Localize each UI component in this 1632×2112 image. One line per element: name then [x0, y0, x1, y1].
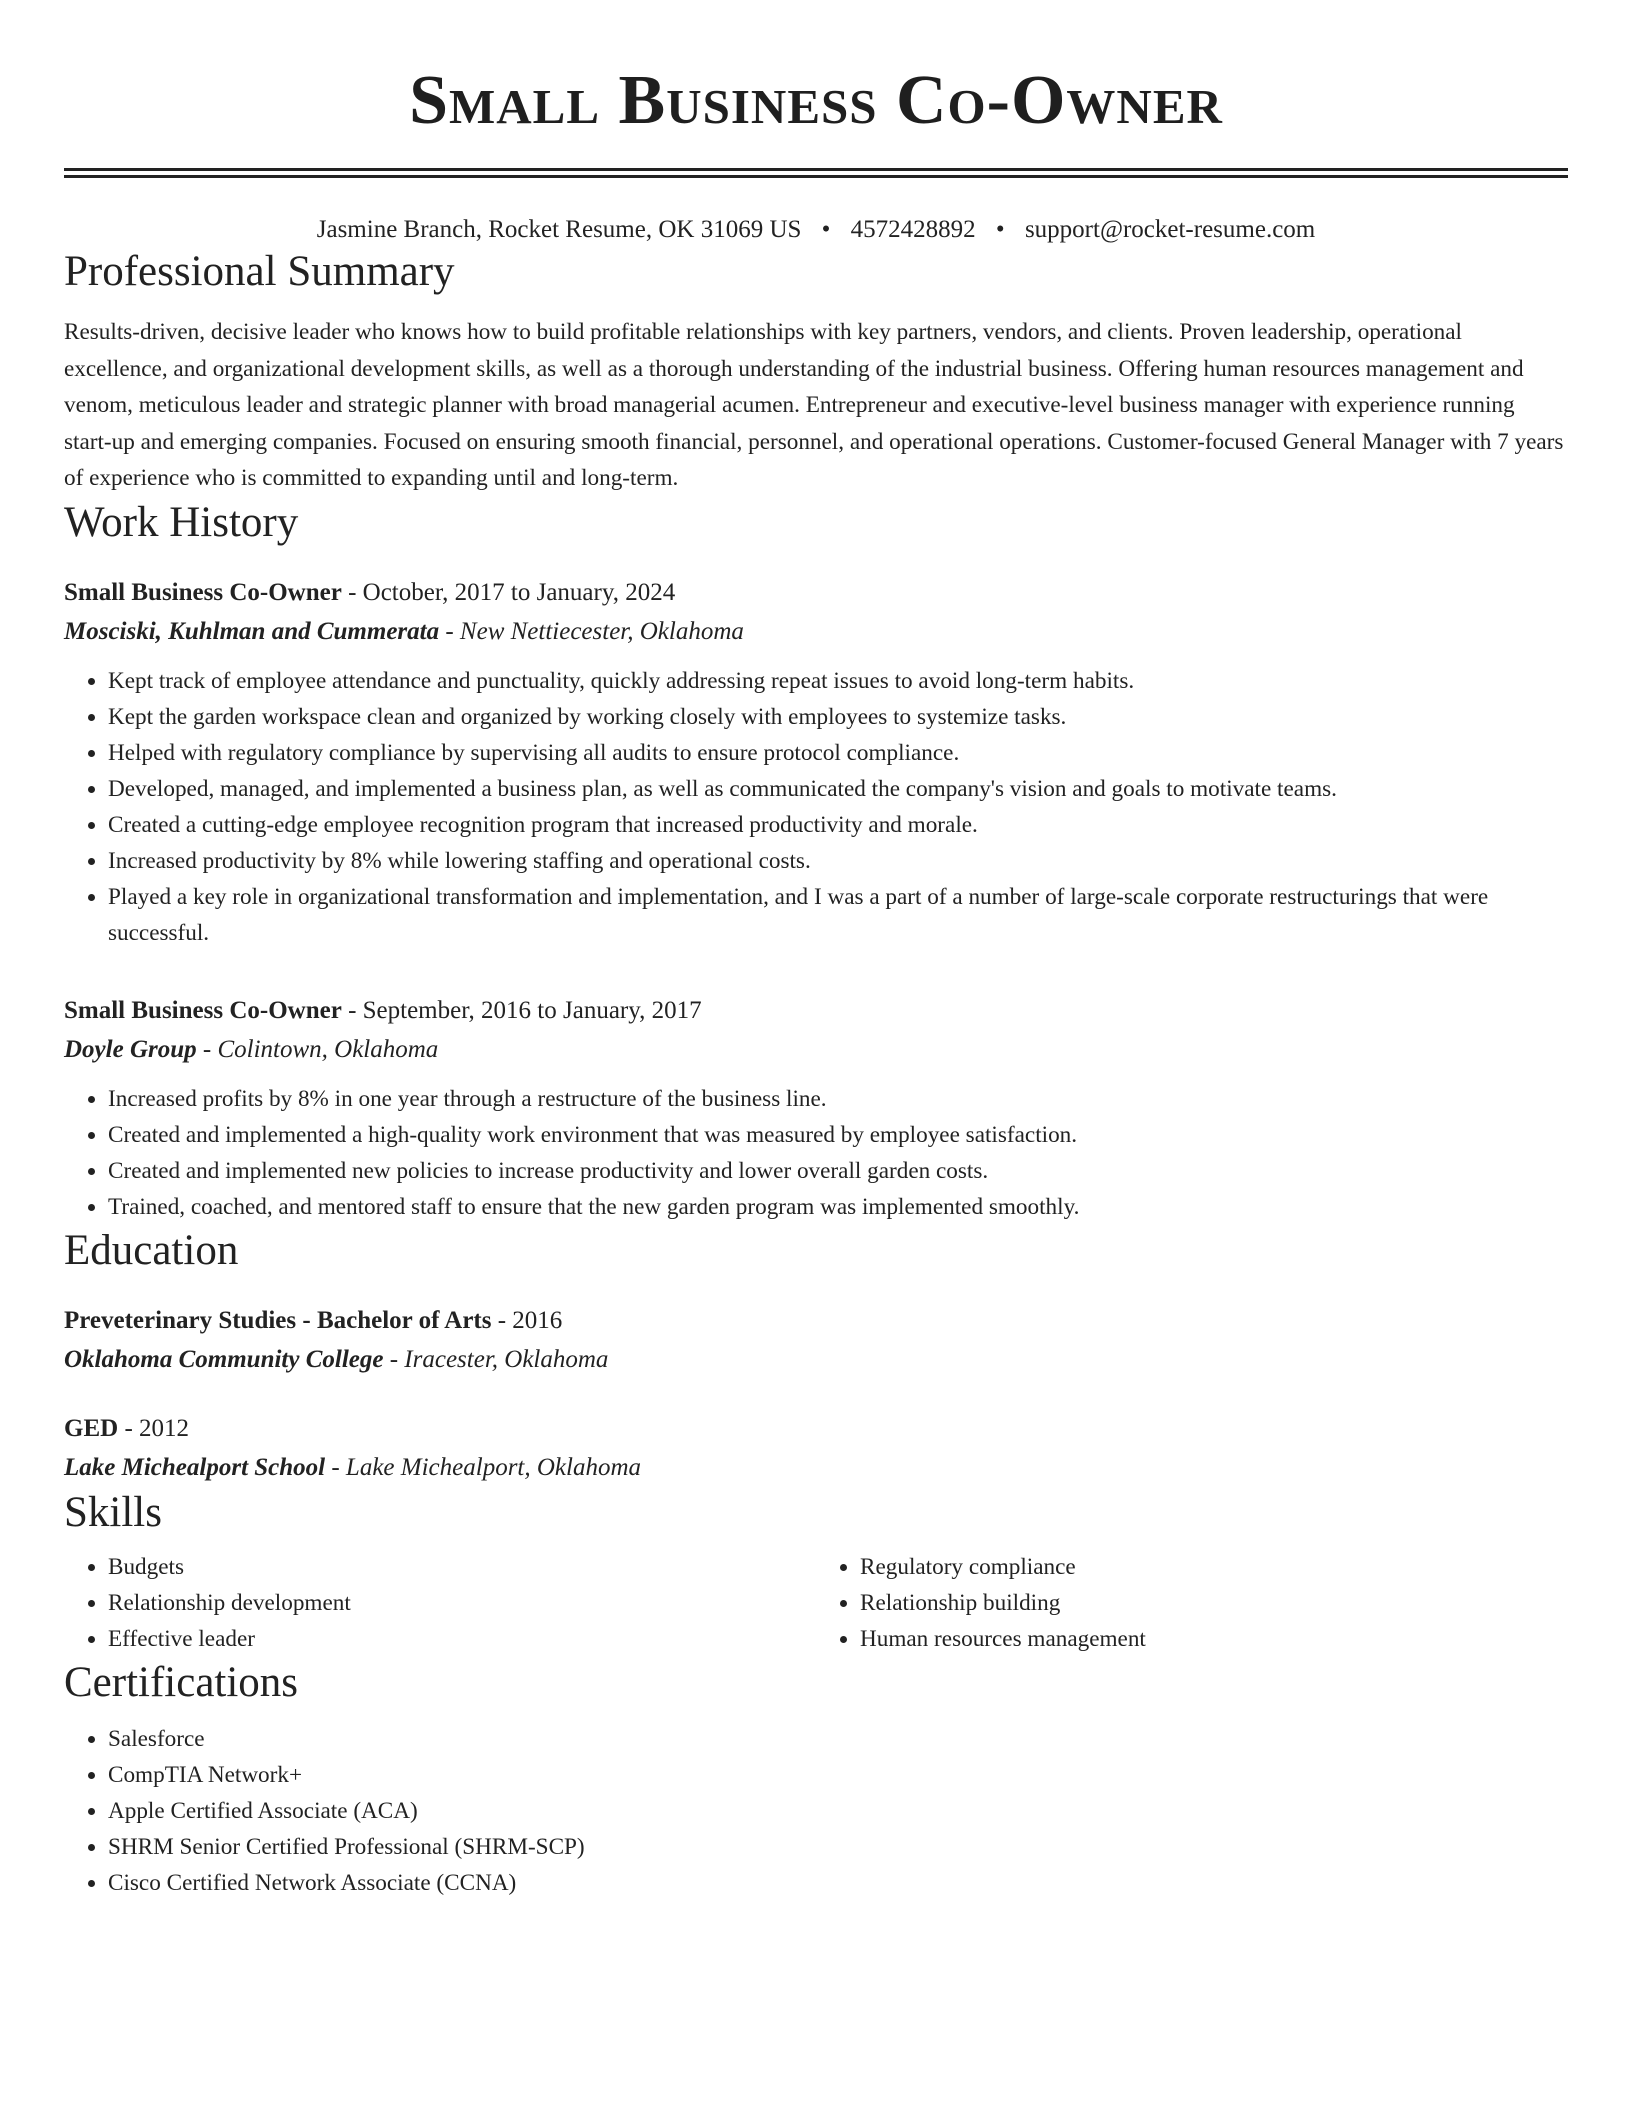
certification-item: • Apple Certified Associate (ACA)	[108, 1793, 1568, 1829]
job-dates: - September, 2016 to January, 2017	[341, 996, 702, 1024]
school-name: Oklahoma Community College	[64, 1345, 384, 1373]
job-company-line	[64, 612, 1568, 651]
degree-name: Preveterinary Studies - Bachelor of Arts	[64, 1306, 492, 1334]
job-bullet: • Played a key role in organizational transformation and implementation, and I was a part of a number of large-scale corporate restructurings that were successful.	[108, 879, 1568, 951]
certifications-list	[64, 1721, 1568, 1901]
job-bullet: • Created a cutting-edge employee recognition program that increased productivity and morale.	[108, 807, 1568, 843]
certifications-heading: Certifications	[64, 1658, 299, 1706]
contact-info	[64, 214, 1568, 246]
job-bullet: • Developed, managed, and implemented a business plan, as well as communicated the company's vision and goals to motivate teams.	[108, 771, 1568, 807]
school-location: - Iracester, Oklahoma	[383, 1345, 609, 1373]
job-bullet: • Helped with regulatory compliance by supervising all audits to ensure protocol compliance.	[108, 735, 1568, 771]
certification-item: • Cisco Certified Network Associate (CCNA)	[108, 1865, 1568, 1901]
job-location: - Colintown, Oklahoma	[196, 1035, 439, 1063]
job-dates: - October, 2017 to January, 2024	[341, 578, 676, 606]
job-bullet: • Increased productivity by 8% while lowering staffing and operational costs.	[108, 843, 1568, 879]
job-title-line	[64, 991, 1568, 1030]
contact-email[interactable]: support@rocket-resume.com	[1024, 216, 1316, 243]
skills-heading: Skills	[64, 1488, 162, 1536]
education-entry	[64, 1301, 1568, 1379]
skill-item: • Effective leader	[108, 1621, 816, 1657]
contact-separator: •	[821, 216, 831, 243]
resume-title: Small Business Co-Owner	[409, 62, 1223, 139]
title-divider	[64, 168, 1568, 178]
job-company: Mosciski, Kuhlman and Cummerata	[64, 617, 440, 645]
contact-phone: 4572428892	[850, 216, 976, 243]
skill-item: • Relationship development	[108, 1585, 816, 1621]
school-line	[64, 1448, 1568, 1487]
summary-heading: Professional Summary	[64, 248, 455, 295]
job-title: Small Business Co-Owner	[64, 578, 342, 606]
job-bullet: • Kept track of employee attendance and punctuality, quickly addressing repeat issues to avoid long-term habits.	[108, 663, 1568, 699]
job-bullet: • Kept the garden workspace clean and organized by working closely with employees to systemize tasks.	[108, 699, 1568, 735]
school-location: - Lake Michealport, Oklahoma	[325, 1453, 642, 1481]
job-title: Small Business Co-Owner	[64, 996, 342, 1024]
job-location: - New Nettiecester, Oklahoma	[439, 617, 744, 645]
job-entry	[64, 991, 1568, 1225]
certification-item: • Salesforce	[108, 1721, 1568, 1757]
school-name: Lake Michealport School	[64, 1453, 326, 1481]
job-bullet: • Created and implemented new policies to increase productivity and lower overall garden costs.	[108, 1153, 1568, 1189]
job-bullets	[64, 1081, 1568, 1225]
degree-line	[64, 1409, 1568, 1448]
certification-item: • CompTIA Network+	[108, 1757, 1568, 1793]
skills-column-left	[64, 1549, 816, 1657]
job-title-line	[64, 573, 1568, 612]
contact-separator: •	[995, 216, 1005, 243]
school-line	[64, 1340, 1568, 1379]
skills-column-right	[816, 1549, 1568, 1657]
education-entry	[64, 1409, 1568, 1487]
job-bullets	[64, 663, 1568, 951]
job-bullet: • Increased profits by 8% in one year through a restructure of the business line.	[108, 1081, 1568, 1117]
job-company-line	[64, 1030, 1568, 1069]
degree-name: GED	[64, 1414, 119, 1442]
summary-text: Results-driven, decisive leader who knows how to build profitable relationships with key partners, vendors, and clients. Proven leadership, operational excellence, and organizational development skills, as well as a thorough understanding of the industrial business. Offering human resources management and venom, meticulous leader and strategic planner with broad managerial acumen. Entrepreneur and executive-level business manager with experience running start-up and emerging companies. Focused on ensuring smooth financial, personnel, and operational operations. Customer-focused General Manager with 7 years of experience who is committed to expanding until and long-term.	[64, 319, 1564, 491]
skill-item: • Regulatory compliance	[860, 1549, 1568, 1585]
job-bullet: • Created and implemented a high-quality work environment that was measured by employee satisfaction.	[108, 1117, 1568, 1153]
certification-item: • SHRM Senior Certified Professional (SHRM-SCP)	[108, 1829, 1568, 1865]
skill-item: • Relationship building	[860, 1585, 1568, 1621]
job-entry	[64, 573, 1568, 951]
skill-item: • Human resources management	[860, 1621, 1568, 1657]
work-history-heading: Work History	[64, 498, 299, 546]
degree-line	[64, 1301, 1568, 1340]
skills-grid	[64, 1549, 1568, 1657]
degree-year: - 2012	[118, 1414, 190, 1442]
contact-address: Jasmine Branch, Rocket Resume, OK 31069 US	[316, 216, 802, 243]
job-bullet: • Trained, coached, and mentored staff to ensure that the new garden program was implemented smoothly.	[108, 1189, 1568, 1225]
job-company: Doyle Group	[64, 1035, 197, 1063]
education-heading: Education	[64, 1226, 239, 1274]
degree-year: - 2016	[491, 1306, 563, 1334]
skill-item: • Budgets	[108, 1549, 816, 1585]
